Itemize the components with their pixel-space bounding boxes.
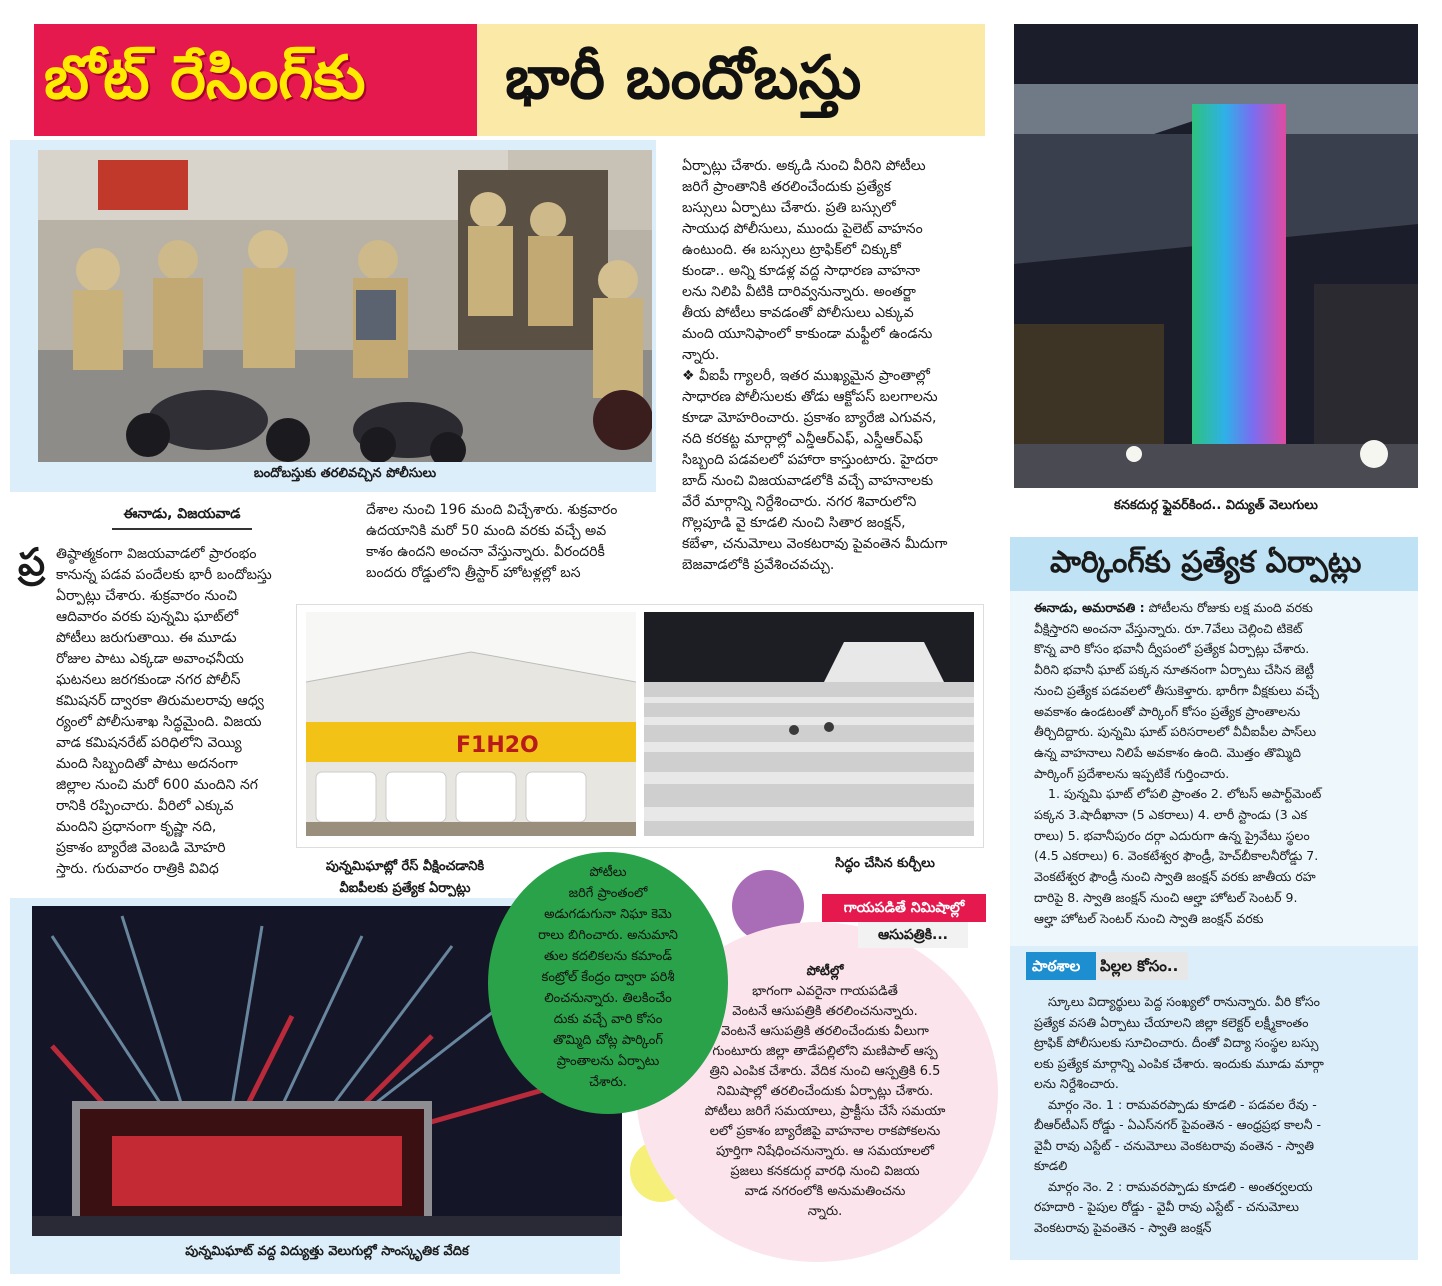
- parking-heading: పార్కింగ్‌కు ప్రత్యేక ఏర్పాట్లు: [1050, 545, 1362, 580]
- text-line: వెంటనే ఆసుపత్రికి తరలించనున్నారు.: [732, 1004, 918, 1019]
- text-line: జరిగే ప్రాంతంలో: [568, 886, 648, 901]
- text-line: లను నిర్దేశించారు.: [1034, 1076, 1119, 1091]
- text-line: తుల కదలికలను కమాండ్: [544, 949, 672, 964]
- text-line: లించనున్నారు. తిలకించేం: [544, 991, 672, 1006]
- injury-tag: గాయపడితే నిమిషాల్లో: [822, 894, 986, 922]
- text-line: తిష్ఠాత్మకంగా విజయవాడలో ప్రారంభం: [56, 546, 257, 562]
- text-line: ❖ వీఐపీ గ్యాలరీ, ఇతర ముఖ్యమైన ప్రాంతాల్లో: [682, 368, 930, 384]
- banner-text: F1H2O: [456, 733, 539, 758]
- text-line: కమిషనర్ ద్వారకా తిరుమలరావు ఆధ్వ: [56, 693, 264, 709]
- text-line: కాశం ఉందని అంచనా వేస్తున్నారు. వీరందరికీ: [366, 544, 605, 560]
- text-line: (4.5 ఎకరాలు) 6. వెంకటేశ్వర ఫౌండ్రీ, హెచ్‌బీకాలనీరోడ్డు 7.: [1034, 848, 1319, 864]
- text-line: దారిపై 8. స్వాతి జంక్షన్ నుంచి ఆల్హా హోటల్ సెంటర్ 9.: [1034, 889, 1298, 905]
- text-line: ఘటనలు జరగకుండా నగర పోలీస్: [56, 672, 241, 688]
- text-line: నిమిషాల్లో తరలించేందుకు ఏర్పాట్లు చేశారు.: [716, 1084, 934, 1099]
- text-line: [1034, 598, 1404, 619]
- text-line: భాగంగా ఎవరైనా గాయపడితే: [752, 984, 898, 999]
- text-line: 1. పున్నమి ఘాట్ లోపలి ప్రాంతం 2. లోటస్ అపార్ట్‌మెంట్: [1048, 786, 1322, 802]
- injury-text: [680, 962, 970, 1222]
- text-line: సాధారణ పోలీసులకు తోడు ఆక్టోపస్ బలగాలను: [682, 389, 938, 405]
- text-line: కంట్రోల్ కేంద్రం ద్వారా పరిశీ: [541, 970, 675, 985]
- text-line: ప్రజలు కనకదుర్గ వారధి నుంచి విజయ: [730, 1164, 920, 1179]
- parking-byline: ఈనాడు, అమరావతి :: [1034, 600, 1145, 615]
- text-line: కానున్న పడవ పందేలకు భారీ బందోబస్తు: [56, 567, 272, 583]
- text-line: ప్రత్యేక వసతి ఏర్పాటు చేయాలని జిల్లా కలెక్టర్ లక్ష్మీకాంతం: [1034, 1014, 1309, 1030]
- text-line: వాడ కమిషనరేట్ పరిధిలోని వెయ్యి: [56, 735, 242, 751]
- text-line: బీఆర్‌టీఎస్ రోడ్డు - ఏఎస్‌నగర్ పైవంతెన - ఆంధ్రప్రభ కాలనీ -: [1034, 1117, 1321, 1132]
- article-col3: [682, 156, 984, 576]
- text-line: ఆదివారం వరకు పున్నమి ఘాట్‌లో: [56, 609, 239, 625]
- text-line: వెంకటరావు పైవంతెన - స్వాతి జంక్షన్: [1034, 1219, 1212, 1235]
- article-col2: [366, 500, 668, 584]
- headline-cream-block: [477, 24, 985, 136]
- text-line: స్కూలు విద్యార్థులు పెద్ద సంఖ్యలో రానున్నారు. వీరి కోసం: [1048, 994, 1320, 1009]
- school-text: [1034, 992, 1404, 1238]
- text-line: పోటీలు జరిగే సమయాలు, ప్రాక్టీసు చేసే సమయా: [704, 1104, 946, 1119]
- text-line: వేరే మార్గాన్ని నిర్దేశించారు. నగర శివారులోని: [682, 494, 917, 510]
- text-line: తీయ పోటీలు కావడంతో పోలీసులు ఎక్కువ: [682, 305, 914, 321]
- parking-text: [1034, 598, 1404, 929]
- text-line: పోటీలు జరుగుతాయి. ఈ మూడు: [56, 630, 237, 646]
- text-line: పోటీలను రోజుకు లక్ష మంది వరకు: [1148, 600, 1313, 615]
- chairs-photo: [644, 612, 974, 836]
- text-line: అడుగడుగునా నిఘా కెమె: [544, 907, 672, 922]
- text-line: పార్కింగ్ ప్రదేశాలను ఇప్పటికే గుర్తించారు.: [1034, 765, 1230, 781]
- article-col1-cont: [56, 586, 274, 880]
- text-line: పోటీలు: [589, 865, 627, 880]
- text-line: న్నారు.: [807, 1204, 843, 1219]
- text-line: రోజుల పాటు ఎక్కడా అవాంఛనీయ: [56, 651, 244, 667]
- text-line: ప్రకాశం బ్యారేజి వెంబడి మోహరి: [56, 840, 226, 856]
- text-line: పూర్తిగా నిషేధించనున్నారు. ఆ సమయాలలో: [715, 1144, 935, 1159]
- text-line: ట్రాఫిక్ పోలీసులకు సూచించారు. దీంతో విద్యా సంస్థల బస్సు: [1034, 1035, 1319, 1050]
- headline-red-block: [34, 24, 477, 136]
- text-line: రానికి రప్పించారు. వీరిలో ఎక్కువ: [56, 798, 234, 814]
- vip-caption-line1: పున్నమిఘాట్లో రేస్ వీక్షించడానికి: [325, 859, 485, 874]
- text-line: కొన్న వారి కోసం భవానీ ద్వీపంలో ప్రత్యేక ఏర్పాట్లు చేశారు.: [1034, 641, 1310, 657]
- text-line: ర్యంలో పోలీసుశాఖ సిద్ధమైంది. విజయ: [56, 714, 262, 730]
- text-line: వెంకటేశ్వర ఫౌండ్రీ నుంచి స్వాతి జంక్షన్ వరకు జాతీయ రహ: [1034, 869, 1316, 885]
- text-line: కూడా మోహరించారు. ప్రకాశం బ్యారేజి ఎగువన,: [682, 410, 937, 426]
- school-tag-blue: పాఠశాల: [1026, 952, 1096, 980]
- dropcap: ప్ర: [18, 540, 46, 584]
- text-line: ఉదయానికి మరో 50 మంది వరకు వచ్చే అవ: [366, 523, 607, 539]
- text-line: లను నిలిపి వీటికి దారివ్వనున్నారు. అంతర్జా: [682, 284, 916, 300]
- vip-caption-line2: వీఐపీలకు ప్రత్యేక ఏర్పాట్లు: [339, 881, 471, 896]
- vip-gallery-photo: [306, 612, 636, 836]
- text-line: వెంటనే ఆసుపత్రికి తరలించేందుకు వీలుగా: [721, 1024, 929, 1039]
- vip-caption: [300, 856, 510, 900]
- text-line: బాద్ నుంచి విజయవాడలోకి వచ్చే వాహనాలకు: [682, 473, 934, 489]
- text-line: ఏర్పాట్లు చేశారు. అక్కడి నుంచి వీరిని పోటీలు: [682, 158, 926, 174]
- text-line: మార్గం నెం. 2 : రామవరప్పాడు కూడలి - అంతర్వలయ: [1048, 1178, 1313, 1194]
- text-line: త్రిని ఎంపిక చేశారు. వేదిక నుంచి ఆస్పత్రికి 6.5: [709, 1064, 941, 1079]
- text-line: బెజవాడలోకి ప్రవేశించవచ్చు.: [682, 557, 835, 573]
- text-line: మందిని ప్రధానంగా కృష్ణా నది,: [56, 819, 217, 835]
- text-line: కుండా.. అన్ని కూడళ్ల వద్ద సాధారణ వాహనా: [682, 263, 921, 279]
- text-line: వాడ నగరంలోకి అనుమతించను: [744, 1184, 906, 1199]
- text-line: సాయుధ పోలీసులు, ముందు పైలెట్ వాహనం: [682, 221, 923, 237]
- text-line: కబేళా, చనుమోలు వెంకటరావు పైవంతెన మీదుగా: [682, 536, 948, 552]
- police-photo-caption: బందోబస్తుకు తరలివచ్చిన పోలీసులు: [253, 466, 437, 481]
- text-line: పక్కన 3.షాదీఖానా (5 ఎకరాలు) 4. లారీ స్టాండు (3 ఎక: [1034, 807, 1308, 823]
- text-line: స్తారు. గురువారం రాత్రికి వివిధ: [56, 861, 219, 877]
- text-line: పోటీల్లో: [806, 964, 844, 979]
- text-line: గొల్లపూడి వై కూడలి నుంచి సితార జంక్షన్,: [682, 515, 906, 531]
- text-line: రాలు) 5. భవానీపురం దర్గా ఎదురుగా ఉన్న ప్రైవేటు స్థలం: [1034, 827, 1310, 843]
- text-line: దేశాల నుంచి 196 మంది విచ్చేశారు. శుక్రవారం: [366, 502, 618, 518]
- text-line: బందరు రోడ్డులోని త్రీస్టార్ హోటళ్లల్లో బస: [366, 565, 581, 581]
- text-line: మార్గం నెం. 1 : రామవరప్పాడు కూడలి - పడవల రేవు -: [1048, 1096, 1317, 1112]
- text-line: కూడలి: [1034, 1158, 1068, 1173]
- text-line: దుకు వచ్చే వారి కోసం: [553, 1012, 663, 1027]
- school-tag-rest: పిల్లల కోసం..: [1096, 952, 1188, 980]
- article-col1: [56, 544, 274, 586]
- text-line: వీక్షిస్తారని అంచనా వేస్తున్నారు. రూ.7వేలు చెల్లించి టికెట్: [1034, 620, 1303, 636]
- text-line: ప్రాంతాలను ఏర్పాటు: [556, 1054, 660, 1069]
- chairs-caption: సిద్ధం చేసిన కుర్చీలు: [835, 856, 935, 871]
- parking-heading-bar: [1010, 537, 1418, 591]
- text-line: ఏర్పాట్లు చేశారు. శుక్రవారం నుంచి: [56, 588, 238, 604]
- text-line: జరిగే ప్రాంతానికి తరలించేందుకు ప్రత్యేక: [682, 179, 891, 195]
- text-line: వీరిని భవానీ ఘాట్ పక్కన నూతనంగా ఏర్పాటు చేసిన జెట్టీ: [1034, 662, 1315, 678]
- text-line: చేశారు.: [589, 1075, 627, 1090]
- headline-part2: భారీ బందోబస్తు: [505, 43, 862, 113]
- text-line: లకు ప్రత్యేక మార్గాన్ని ఎంపిక చేశారు. ఇందుకు మూడు మార్గా: [1034, 1055, 1324, 1071]
- flyover-photo: [1014, 24, 1418, 488]
- text-line: న్నారు.: [682, 347, 720, 363]
- text-line: జిల్లాల నుంచి మరో 600 మందిని నగ: [56, 777, 258, 793]
- text-line: అవకాశం ఉండటంతో పార్కింగ్ కోసం ప్రత్యేక ప్రాంతాలను: [1034, 703, 1301, 719]
- text-line: నది కరకట్ట మార్గాల్లో ఎన్డీఆర్ఎఫ్, ఎస్డీఆర్ఎఫ్: [682, 431, 923, 447]
- text-line: సిబ్బంది పడవలలో పహారా కాస్తుంటారు. హైదరా: [682, 452, 938, 468]
- text-line: తీర్చిదిద్దారు. పున్నమి ఘాట్ పరిసరాలలో వీవీఐపీల పాస్‌లు: [1034, 724, 1317, 740]
- text-line: బస్సులు ఏర్పాటు చేశారు. ప్రతి బస్సులో: [682, 200, 896, 216]
- text-line: వైవీ రావు ఎస్టేట్ - చనుమోలు వెంకటరావు వంతెన - స్వాతి: [1034, 1137, 1315, 1153]
- text-line: లలో ప్రకాశం బ్యారేజిపై వాహనాల రాకపోకలను: [709, 1124, 941, 1139]
- hospital-tag: ఆసుపత్రికి...: [858, 922, 968, 948]
- text-line: నుంచి ప్రత్యేక పడవలలో తీసుకెళ్తారు. భారీగా వీక్షకులు వచ్చే: [1034, 682, 1320, 698]
- text-line: గుంటూరు జిల్లా తాడేపల్లిలోని మణిపాల్ ఆస్ప: [712, 1044, 938, 1059]
- text-line: తొమ్మిది చోట్ల పార్కింగ్: [553, 1033, 663, 1048]
- text-line: ఉంటుంది. ఈ బస్సులు ట్రాఫిక్‌లో చిక్కుకో: [682, 242, 901, 258]
- stage-caption: పున్నమిఘాట్ వద్ద విద్యుత్తు వెలుగుల్లో సాంస్కృతిక వేదిక: [185, 1244, 469, 1259]
- flyover-caption: కనకదుర్గ ఫ్లైవర్‌కింద.. విద్యుత్ వెలుగులు: [1114, 498, 1318, 513]
- police-photo: [38, 150, 652, 462]
- text-line: మంది యూనిఫాంలో కాకుండా మఫ్టీలో ఉండను: [682, 326, 933, 342]
- article-byline: ఈనాడు, విజయవాడ: [112, 506, 252, 530]
- text-line: ఉన్న వాహనాలు నిలిపే అవకాశం ఉంది. మొత్తం తొమ్మిది: [1034, 744, 1301, 760]
- text-line: మంది సిబ్బందితో పాటు అదనంగా: [56, 756, 238, 772]
- text-line: ఆల్హా హోటల్ సెంటర్ నుంచి స్వాతి జంక్షన్ వరకు: [1034, 910, 1264, 926]
- text-line: రహదారి - పైపుల రోడ్డు - వైవీ రావు ఎస్టేట్ - చనుమోలు: [1034, 1199, 1299, 1214]
- headline-part1: బోట్ రేసింగ్‌కు: [44, 43, 366, 113]
- text-line: రాలు బిగించారు. అనుమాని: [538, 928, 678, 943]
